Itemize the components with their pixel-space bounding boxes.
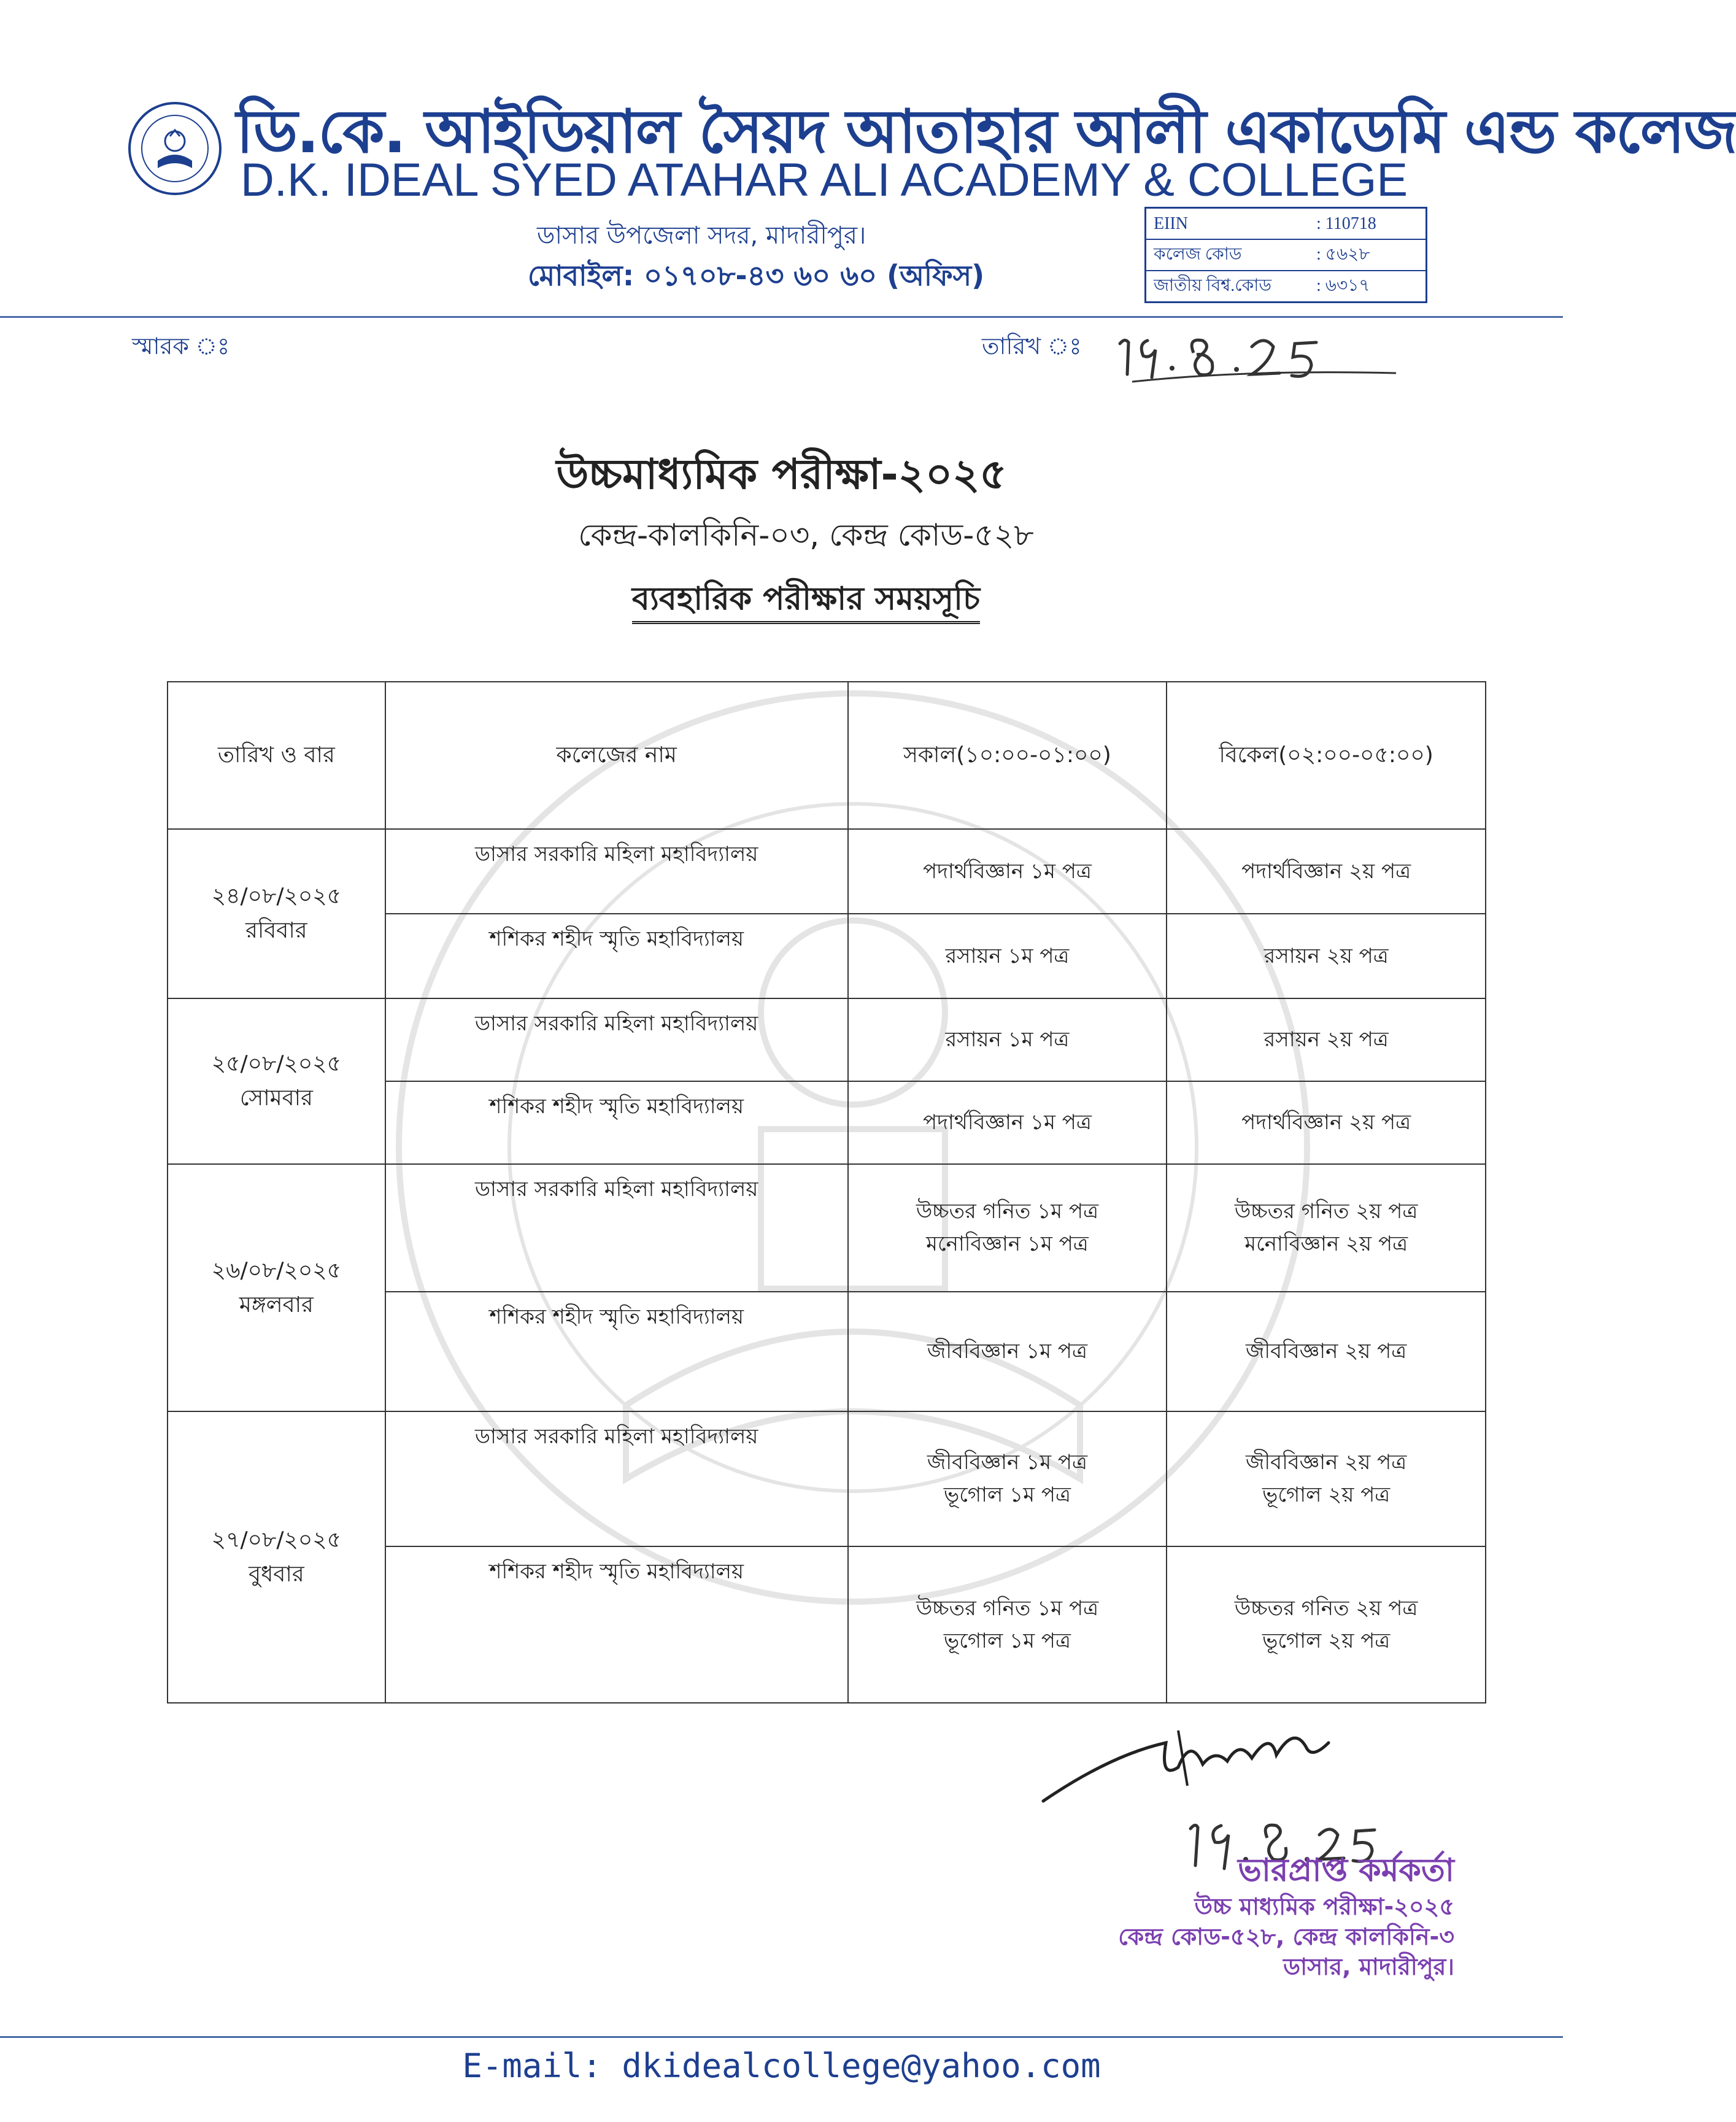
institution-name-english: D.K. IDEAL SYED ATAHAR ALI ACADEMY & COLLEGE — [241, 154, 1408, 206]
college-name: শশিকর শহীদ স্মৃতি মহাবিদ্যালয় — [385, 1081, 848, 1164]
subject: পদার্থবিজ্ঞান ২য় পত্র — [1241, 1110, 1411, 1135]
header-divider — [0, 316, 1563, 318]
morning-subject-cell — [848, 829, 1167, 914]
morning-subject-cell — [848, 914, 1167, 998]
handwritten-date — [1114, 325, 1408, 384]
subject: জীববিজ্ঞান ১ম পত্র — [927, 1339, 1087, 1364]
subject: রসায়ন ২য় পত্র — [1263, 943, 1389, 968]
code-label: EIIN — [1154, 214, 1188, 233]
exam-weekday: বুধবার — [249, 1561, 304, 1587]
afternoon-subject-cell — [1167, 1546, 1486, 1703]
code-row — [1146, 271, 1425, 301]
exam-date: ২৪/০৮/২০২৫ — [211, 884, 342, 909]
memo-number-label: স্মারক ঃ — [132, 333, 230, 360]
code-row — [1146, 240, 1425, 271]
seal-line: কেন্দ্র কোড-৫২৮, কেন্দ্র কালকিনি-৩ — [1118, 1923, 1454, 1950]
address: ডাসার উপজেলা সদর, মাদারীপুর। — [537, 222, 866, 250]
subject: ভূগোল ২য় পত্র — [1262, 1483, 1391, 1507]
column-header-morning: সকাল(১০:০০-০১:০০) — [848, 682, 1167, 829]
practical-exam-schedule-table — [167, 681, 1486, 1703]
college-name: ডাসার সরকারি মহিলা মহাবিদ্যালয় — [385, 1411, 848, 1546]
column-header-college: কলেজের নাম — [385, 682, 848, 829]
routine-title — [0, 574, 1563, 627]
subject: উচ্চতর গনিত ২য় পত্র — [1234, 1199, 1418, 1224]
column-header-date: তারিখ ও বার — [168, 682, 385, 829]
college-name: শশিকর শহীদ স্মৃতি মহাবিদ্যালয় — [385, 1292, 848, 1411]
institution-name-bangla: ডি.কে. আইডিয়াল সৈয়দ আতাহার আলী একাডেমি এন্ড কলেজ — [236, 97, 1736, 167]
exam-weekday: রবিবার — [245, 918, 307, 943]
afternoon-subject-cell — [1167, 914, 1486, 998]
subject: রসায়ন ১ম পত্র — [945, 943, 1070, 968]
subject: উচ্চতর গনিত ২য় পত্র — [1234, 1595, 1418, 1621]
college-name: শশিকর শহীদ স্মৃতি মহাবিদ্যালয় — [385, 914, 848, 998]
afternoon-subject-cell — [1167, 1411, 1486, 1546]
subject: জীববিজ্ঞান ২য় পত্র — [1246, 1450, 1407, 1475]
code-label: কলেজ কোড — [1154, 245, 1242, 264]
table-row — [168, 1164, 1486, 1292]
table-row — [168, 829, 1486, 914]
college-logo-icon — [126, 99, 224, 198]
subject: ভূগোল ১ম পত্র — [943, 1483, 1071, 1507]
code-label: জাতীয় বিশ্ব.কোড — [1154, 276, 1271, 295]
subject: রসায়ন ১ম পত্র — [945, 1027, 1070, 1052]
college-name: ডাসার সরকারি মহিলা মহাবিদ্যালয় — [385, 998, 848, 1081]
exam-weekday: মঙ্গলবার — [239, 1292, 314, 1318]
table-header-row — [168, 682, 1486, 829]
code-value: : ৫৬২৮ — [1316, 245, 1370, 264]
date-cell — [168, 998, 385, 1164]
code-row — [1146, 209, 1425, 240]
centre-code-line: কেন্দ্র-কালকিনি-০৩, কেন্দ্র কোড-৫২৮ — [578, 517, 1034, 553]
seal-line: ডাসার, মাদারীপুর। — [1283, 1953, 1454, 1981]
date-cell — [168, 829, 385, 998]
afternoon-subject-cell — [1167, 1164, 1486, 1292]
subject: উচ্চতর গনিত ১ম পত্র — [916, 1199, 1099, 1224]
table-row — [168, 1411, 1486, 1546]
afternoon-subject-cell — [1167, 829, 1486, 914]
subject: মনোবিজ্ঞান ২য় পত্র — [1244, 1232, 1408, 1256]
subject: ভূগোল ১ম পত্র — [943, 1628, 1071, 1653]
exam-date: ২৫/০৮/২০২৫ — [211, 1051, 342, 1077]
subject: পদার্থবিজ্ঞান ১ম পত্র — [923, 858, 1092, 884]
morning-subject-cell — [848, 1081, 1167, 1164]
college-name: ডাসার সরকারি মহিলা মহাবিদ্যালয় — [385, 1164, 848, 1292]
date-label: তারিখ ঃ — [982, 333, 1082, 360]
exam-date: ২৭/০৮/২০২৫ — [211, 1527, 342, 1553]
officer-seal — [1062, 1850, 1454, 1983]
table-row — [168, 998, 1486, 1081]
date-cell — [168, 1411, 385, 1703]
morning-subject-cell — [848, 1292, 1167, 1411]
morning-subject-cell — [848, 998, 1167, 1081]
subject: পদার্থবিজ্ঞান ১ম পত্র — [923, 1110, 1092, 1135]
mobile-number: মোবাইল: ০১৭০৮-৪৩ ৬০ ৬০ (অফিস) — [528, 259, 985, 292]
seal-line: উচ্চ মাধ্যমিক পরীক্ষা-২০২৫ — [1194, 1892, 1454, 1920]
routine-title-text: ব্যবহারিক পরীক্ষার সময়সূচি — [632, 581, 980, 624]
exam-date: ২৬/০৮/২০২৫ — [211, 1257, 342, 1283]
subject: জীববিজ্ঞান ১ম পত্র — [927, 1450, 1087, 1475]
exam-title: উচ্চমাধ্যমিক পরীক্ষা-২০২৫ — [556, 450, 1007, 499]
afternoon-subject-cell — [1167, 1292, 1486, 1411]
footer-divider — [0, 2036, 1563, 2038]
morning-subject-cell — [848, 1546, 1167, 1703]
contact-email: E-mail: dkidealcollege@yahoo.com — [462, 2047, 1101, 2085]
officer-title: ভারপ্রাপ্ত কর্মকর্তা — [1238, 1852, 1454, 1889]
college-name: ডাসার সরকারি মহিলা মহাবিদ্যালয় — [385, 829, 848, 914]
institution-codes-box — [1144, 207, 1427, 303]
morning-subject-cell — [848, 1164, 1167, 1292]
exam-weekday: সোমবার — [239, 1086, 313, 1111]
code-value: : ৬৩১৭ — [1316, 276, 1370, 295]
college-name: শশিকর শহীদ স্মৃতি মহাবিদ্যালয় — [385, 1546, 848, 1703]
morning-subject-cell — [848, 1411, 1167, 1546]
subject: মনোবিজ্ঞান ১ম পত্র — [926, 1232, 1089, 1256]
afternoon-subject-cell — [1167, 998, 1486, 1081]
subject: ভূগোল ২য় পত্র — [1262, 1628, 1391, 1653]
subject: রসায়ন ২য় পত্র — [1263, 1027, 1389, 1052]
subject: উচ্চতর গনিত ১ম পত্র — [916, 1595, 1099, 1621]
column-header-afternoon: বিকেল(০২:০০-০৫:০০) — [1167, 682, 1486, 829]
date-cell — [168, 1164, 385, 1411]
subject: পদার্থবিজ্ঞান ২য় পত্র — [1241, 858, 1411, 884]
subject: জীববিজ্ঞান ২য় পত্র — [1246, 1339, 1407, 1364]
code-value: : 110718 — [1316, 214, 1376, 233]
afternoon-subject-cell — [1167, 1081, 1486, 1164]
